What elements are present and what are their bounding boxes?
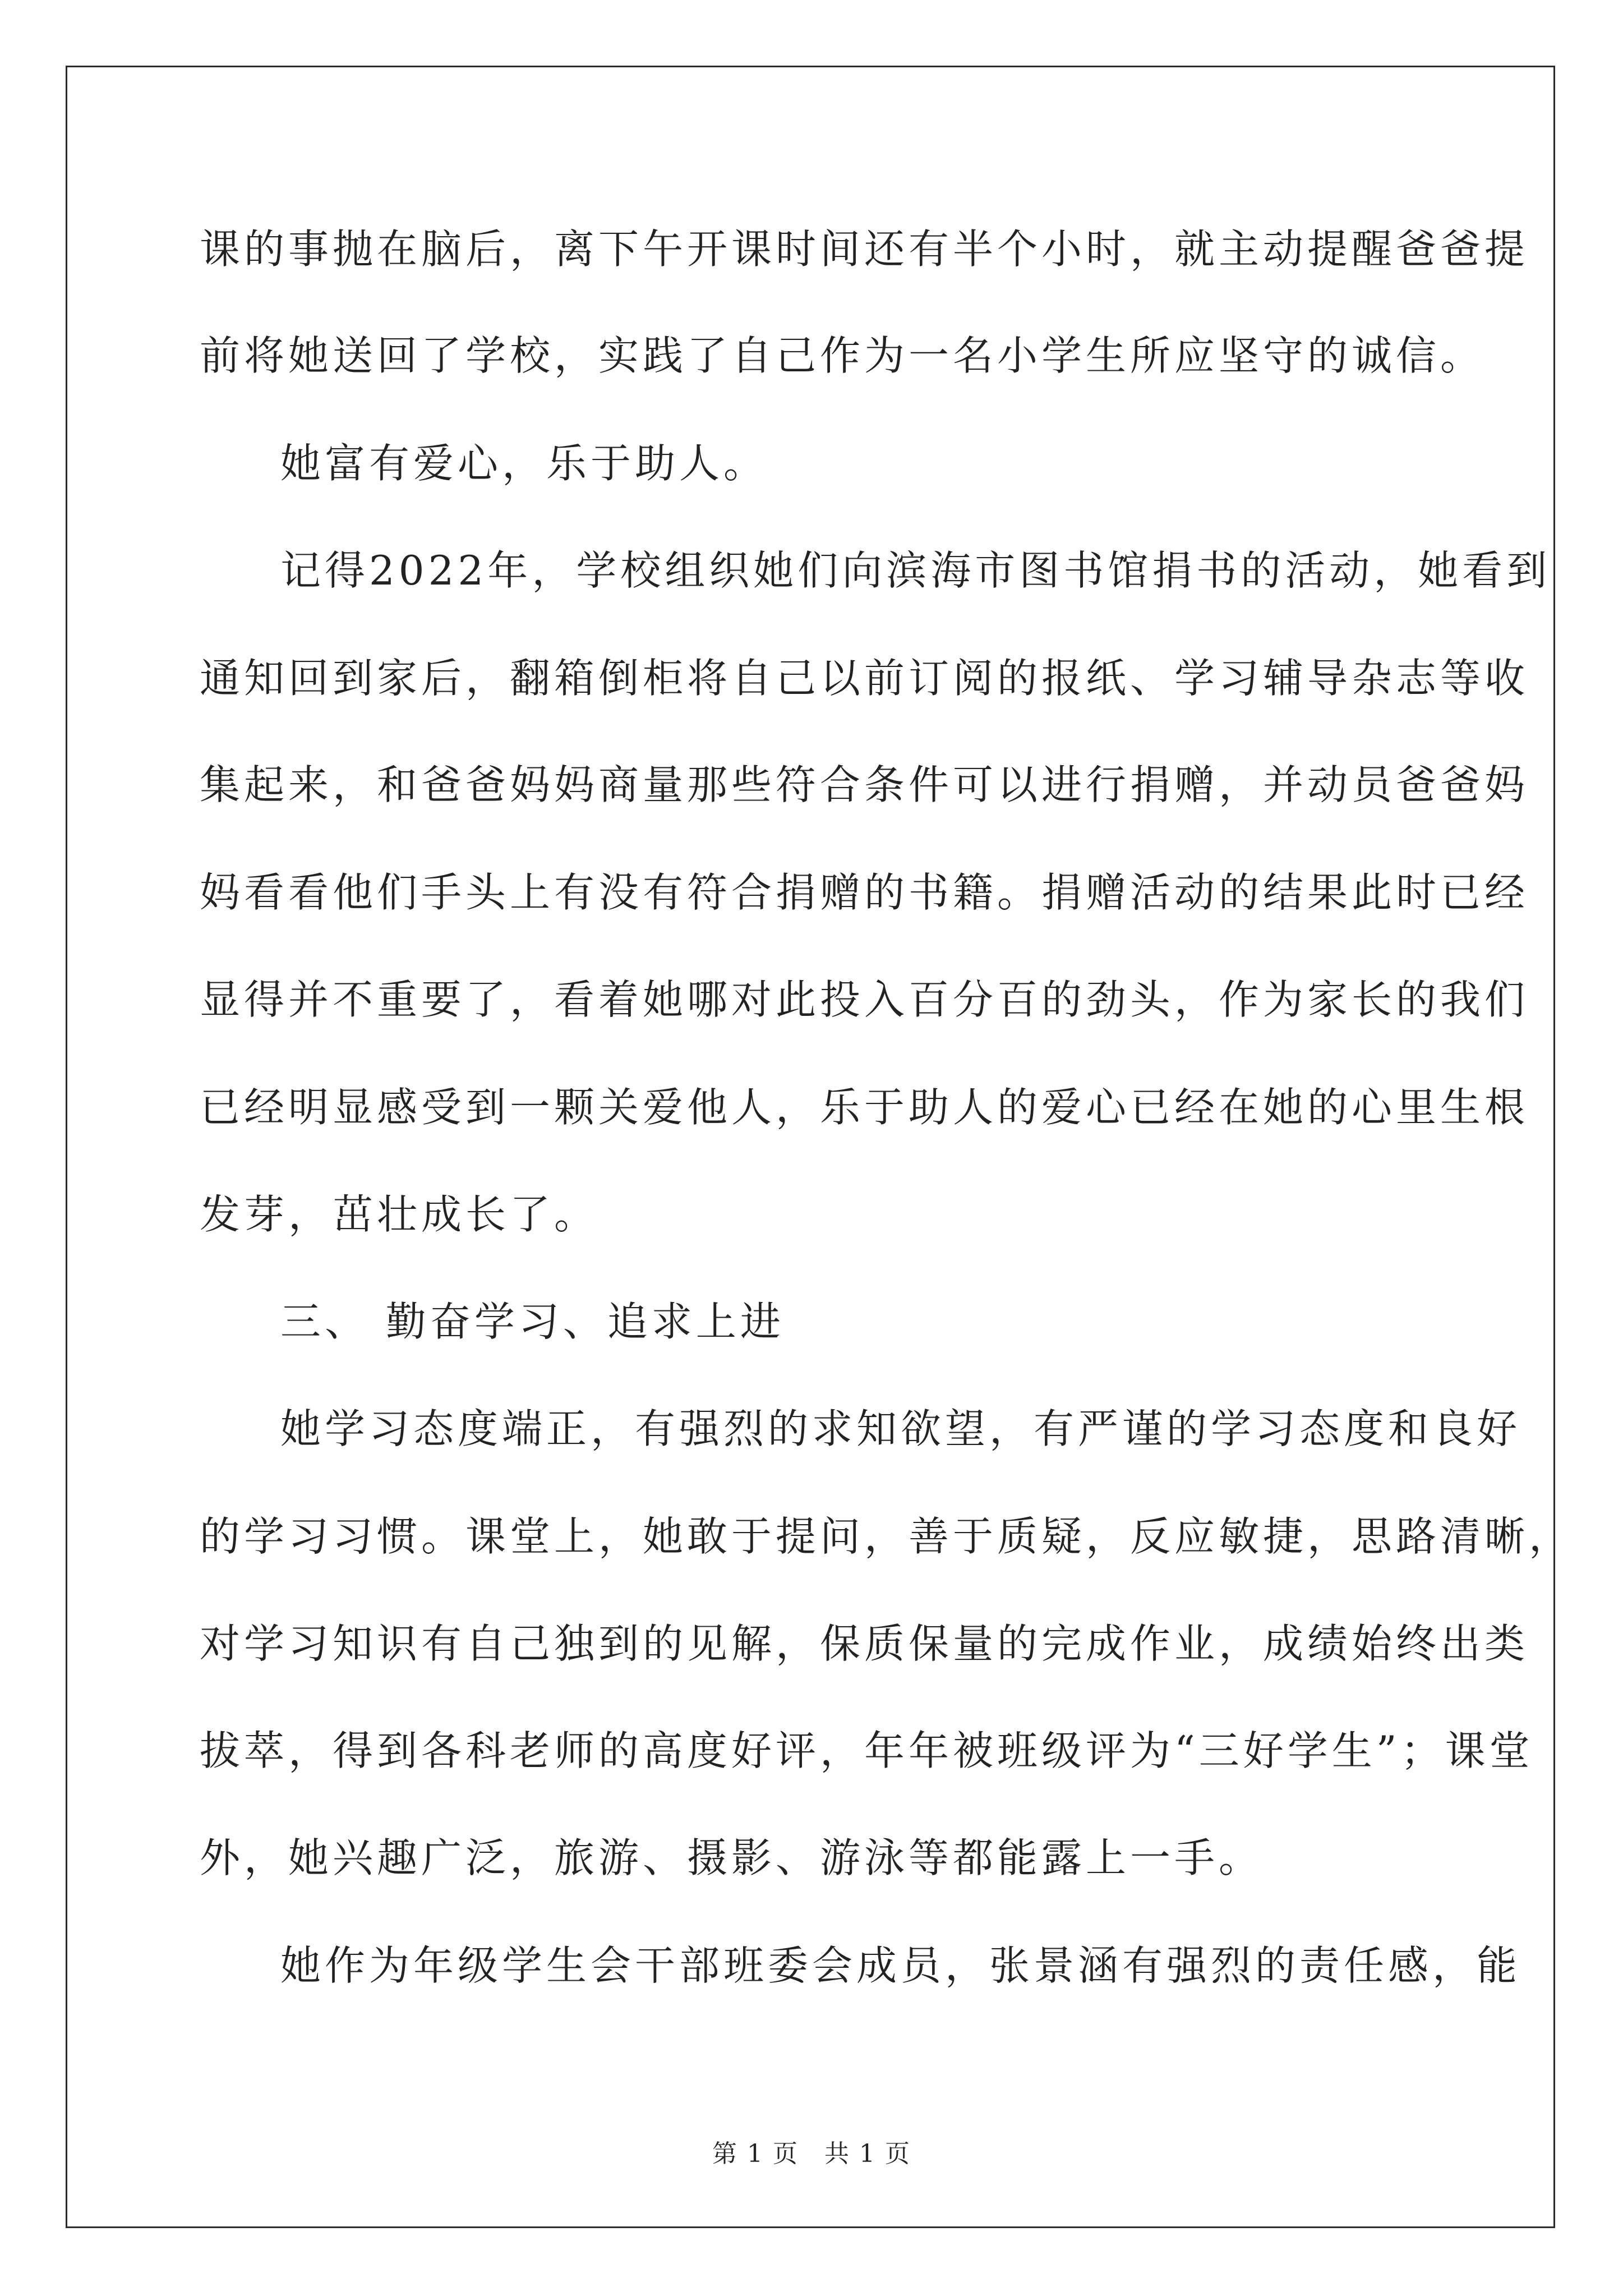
body-text-line: 已经明显感受到一颗关爱他人，乐于助人的爱心已经在她的心里生根 [200, 1084, 1529, 1131]
page-number-footer: 第 1 页 共 1 页 [712, 2139, 911, 2168]
body-text-line: 前将她送回了学校，实践了自己作为一名小学生所应坚守的诚信。 [200, 332, 1485, 379]
body-text-line: 记得2022年，学校组织她们向滨海市图书馆捐书的活动，她看到 [280, 547, 1551, 594]
body-text-line: 课的事抛在脑后，离下午开课时间还有半个小时，就主动提醒爸爸提 [200, 226, 1529, 273]
body-text-line: 集起来，和爸爸妈妈商量那些符合条件可以进行捐赠，并动员爸爸妈 [200, 761, 1529, 808]
body-text-line: 她作为年级学生会干部班委会成员，张景涵有强烈的责任感，能 [280, 1942, 1521, 1989]
body-text-line: 拔萃，得到各科老师的高度好评，年年被班级评为“三好学生”；课堂 [200, 1727, 1534, 1774]
body-text-line: 的学习习惯。课堂上，她敢于提问，善于质疑，反应敏捷，思路清晰， [200, 1513, 1574, 1560]
paragraph-heading: 她富有爱心，乐于助人。 [280, 440, 768, 487]
body-text-line: 对学习知识有自己独到的见解，保质保量的完成作业，成绩始终出类 [200, 1620, 1529, 1667]
body-text-line: 发芽，茁壮成长了。 [200, 1191, 599, 1238]
section-heading: 三、 勤奋学习、追求上进 [280, 1298, 785, 1345]
body-text-line: 外，她兴趣广泛，旅游、摄影、游泳等都能露上一手。 [200, 1834, 1264, 1881]
body-text-line: 显得并不重要了，看着她哪对此投入百分百的劲头，作为家长的我们 [200, 976, 1529, 1023]
body-text-line: 她学习态度端正，有强烈的求知欲望，有严谨的学习态度和良好 [280, 1405, 1521, 1452]
body-text-line: 妈看看他们手头上有没有符合捐赠的书籍。捐赠活动的结果此时已经 [200, 869, 1529, 916]
body-text-line: 通知回到家后，翻箱倒柜将自己以前订阅的报纸、学习辅导杂志等收 [200, 655, 1529, 702]
page-border [66, 66, 1574, 2228]
